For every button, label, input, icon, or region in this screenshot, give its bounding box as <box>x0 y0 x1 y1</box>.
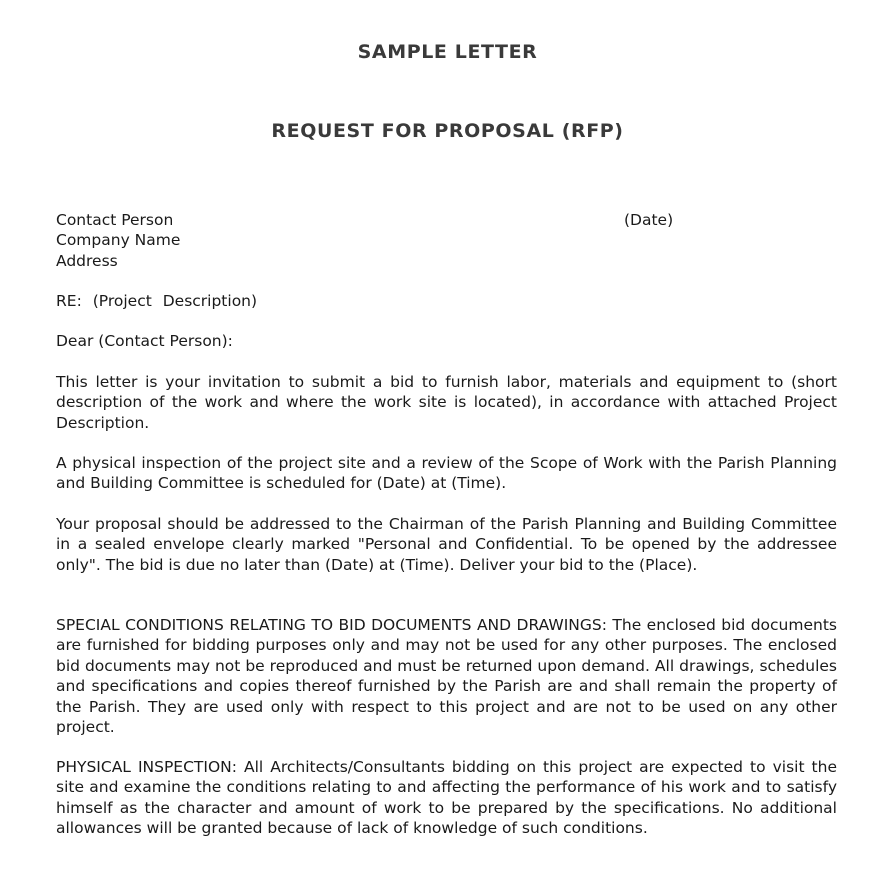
letter-heading: SAMPLE LETTER <box>357 41 538 63</box>
paragraph-physical-inspection: PHYSICAL INSPECTION: All Architects/Consultants bidding on this project are expected to visit the site and examine the conditions relating to and affecting the performance of his work and to satisfy himself as the character and amount of work to be prepared by the specifications. No additional allowances will be granted because of lack of knowledge of such conditions. <box>56 758 837 838</box>
paragraph-invitation: This letter is your invitation to submit a bid to furnish labor, materials and equipment to (short description of the work and where the work site is located), in accordance with attached Project Description. <box>56 373 837 432</box>
recipient-address-block <box>56 210 837 271</box>
letter-date: (Date) <box>624 211 674 229</box>
salutation: Dear (Contact Person): <box>56 332 233 350</box>
paragraph-proposal-submission: Your proposal should be addressed to the Chairman of the Parish Planning and Building Committee in a sealed envelope clearly marked "Personal and Confidential. To be opened by the addressee only". The bid is due no later than (Date) at (Time). Deliver your bid to the (Place). <box>56 515 837 574</box>
paragraph-special-conditions: SPECIAL CONDITIONS RELATING TO BID DOCUMENTS AND DRAWINGS: The enclosed bid documents are furnished for bidding purposes only and may not be used for any other purposes. The enclosed bid documents may not be reproduced and must be returned upon demand. All drawings, schedules and specifications and copies thereof furnished by the Parish are and shall remain the property of the Parish. They are used only with respect to this project and are not to be used on any other project. <box>56 616 837 737</box>
re-line: RE: (Project Description) <box>56 292 258 310</box>
address-line: Address <box>56 251 118 270</box>
letter-subheading: REQUEST FOR PROPOSAL (RFP) <box>271 120 624 142</box>
company-name: Company Name <box>56 231 181 250</box>
paragraph-inspection-schedule: A physical inspection of the project site and a review of the Scope of Work with the Parish Planning and Building Committee is scheduled for (Date) at (Time). <box>56 454 837 493</box>
contact-person: Contact Person <box>56 211 174 229</box>
